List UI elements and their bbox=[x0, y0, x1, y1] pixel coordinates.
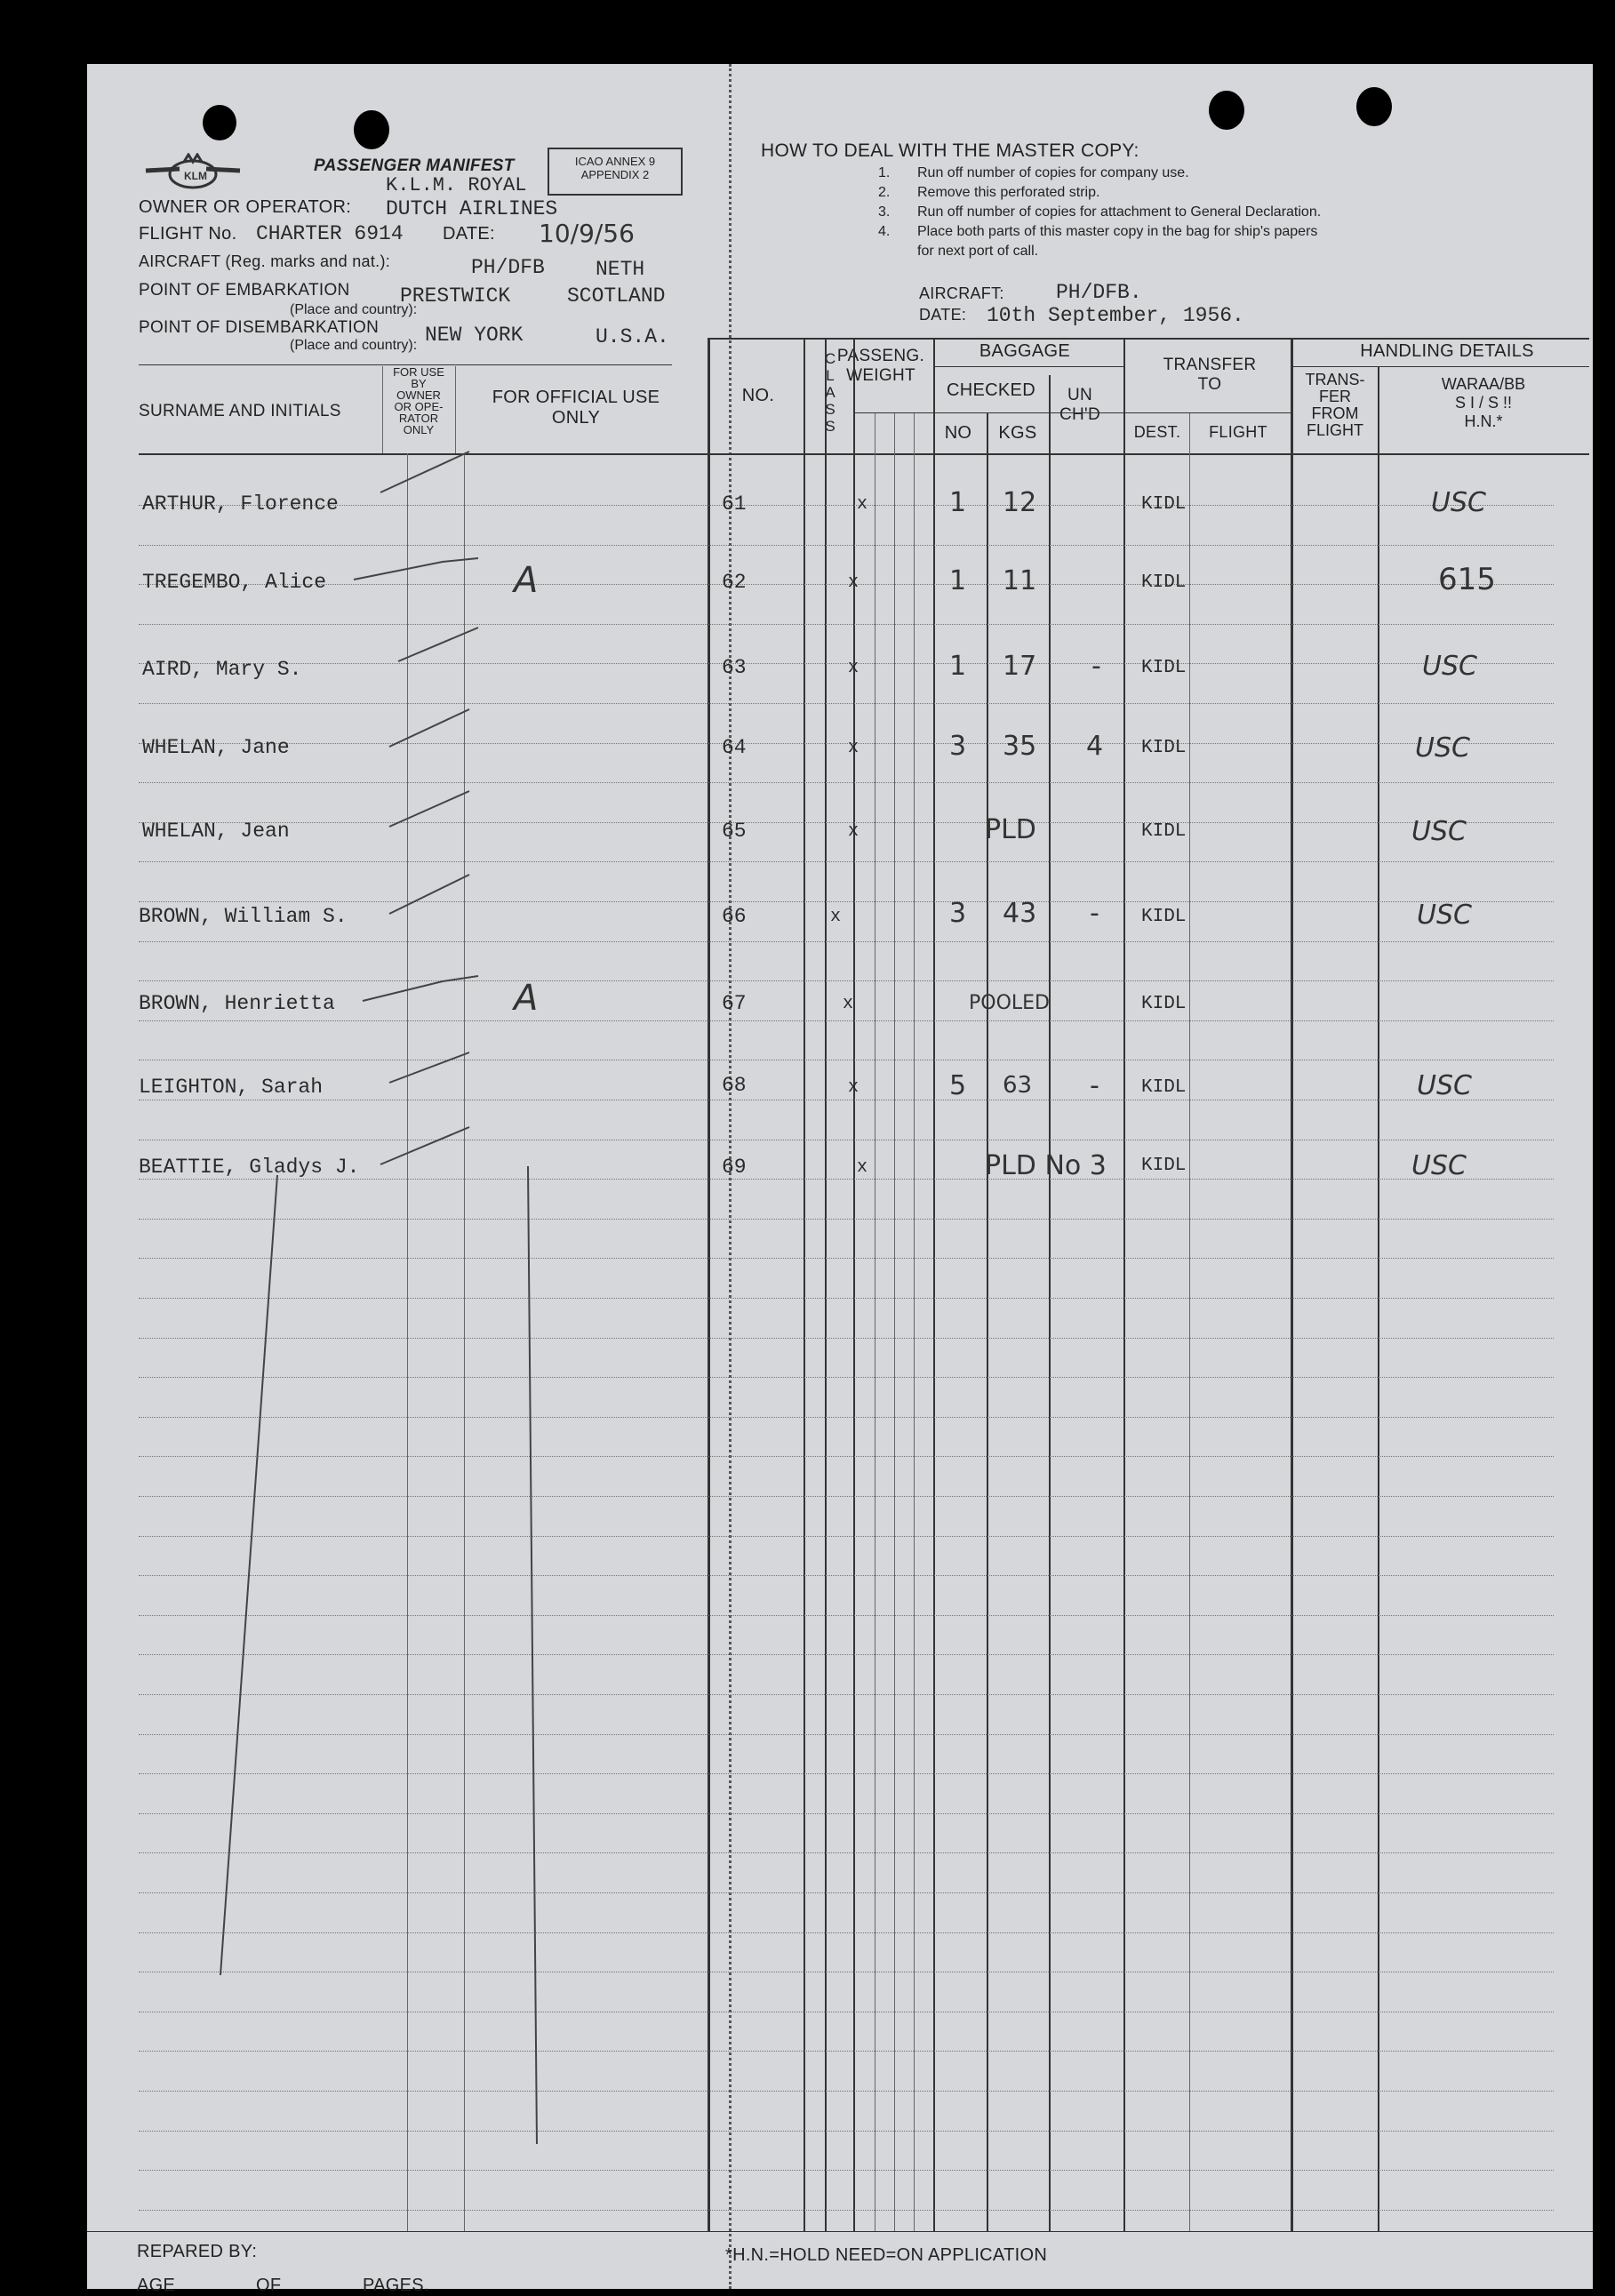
bag-kgs: 12 bbox=[1003, 487, 1037, 518]
weight-mark: x bbox=[857, 494, 868, 515]
instr-aircraft-value: PH/DFB. bbox=[1056, 281, 1142, 304]
col-passeng: PASSENG. WEIGHT bbox=[836, 347, 925, 385]
owner-label: OWNER OR OPERATOR: bbox=[139, 197, 352, 217]
col-transfer: TRANSFER TO bbox=[1163, 356, 1257, 394]
unchecked: - bbox=[1091, 651, 1101, 682]
col-kgs: KGS bbox=[998, 423, 1037, 443]
icao-appendix: APPENDIX 2 bbox=[580, 168, 650, 181]
bag-kgs: PLD No 3 bbox=[985, 1150, 1107, 1181]
page-label: AGE bbox=[137, 2276, 176, 2295]
handling-note: USC bbox=[1431, 487, 1486, 518]
dest: KIDL bbox=[1141, 1156, 1187, 1176]
passenger-name: BEATTIE, Gladys J. bbox=[139, 1156, 360, 1179]
instructions-title: HOW TO DEAL WITH THE MASTER COPY: bbox=[761, 140, 1139, 161]
instruction-item: 2. Remove this perforated strip. bbox=[878, 185, 1100, 200]
bag-count: 3 bbox=[949, 731, 967, 762]
embark-sub: (Place and country): bbox=[290, 302, 418, 317]
instruction-item: for next port of call. bbox=[917, 244, 1039, 259]
bag-count: 1 bbox=[949, 651, 967, 682]
dest: KIDL bbox=[1141, 994, 1187, 1014]
manifest-title: PASSENGER MANIFEST bbox=[314, 156, 515, 175]
hn-legend: *H.N.=HOLD NEED=ON APPLICATION bbox=[725, 2245, 1048, 2265]
flight-label: FLIGHT No. bbox=[139, 224, 237, 244]
official-mark: A bbox=[514, 978, 539, 1019]
col-bag-no: NO bbox=[944, 423, 972, 443]
col-unchd: UN CH'D bbox=[1059, 386, 1100, 424]
col-checked: CHECKED bbox=[947, 380, 1035, 400]
bag-count: 1 bbox=[949, 565, 967, 596]
passenger-name: WHELAN, Jane bbox=[142, 736, 290, 759]
col-no: NO. bbox=[741, 386, 775, 405]
unchecked: - bbox=[1090, 898, 1099, 929]
handling-note: USC bbox=[1411, 816, 1467, 847]
dest: KIDL bbox=[1141, 907, 1187, 927]
passenger-no: 63 bbox=[722, 656, 747, 679]
instr-date-label: DATE: bbox=[919, 306, 967, 324]
bag-kgs: 63 bbox=[1003, 1072, 1033, 1099]
embark-country: SCOTLAND bbox=[567, 284, 666, 308]
passenger-no: 61 bbox=[722, 492, 747, 516]
col-handling: HANDLING DETAILS bbox=[1360, 341, 1534, 361]
unchecked: 4 bbox=[1086, 731, 1104, 762]
passenger-no: 62 bbox=[722, 571, 747, 594]
dest: KIDL bbox=[1141, 494, 1187, 515]
weight-mark: x bbox=[848, 821, 859, 842]
disembark-label: POINT OF DISEMBARKATION bbox=[139, 318, 380, 337]
date-label: DATE: bbox=[443, 224, 495, 244]
date-value: 10/9/56 bbox=[539, 219, 635, 248]
instr-aircraft-label: AIRCRAFT: bbox=[919, 284, 1004, 302]
bag-count: 1 bbox=[949, 487, 967, 518]
disembark-country: U.S.A. bbox=[596, 325, 669, 348]
passenger-name: LEIGHTON, Sarah bbox=[139, 1076, 324, 1099]
dest: KIDL bbox=[1141, 738, 1187, 758]
instr-date-value: 10th September, 1956. bbox=[987, 304, 1244, 327]
official-mark: A bbox=[514, 560, 539, 601]
pages-label: PAGES. bbox=[363, 2276, 429, 2295]
handling-note: 615 bbox=[1438, 562, 1496, 597]
col-official: FOR OFFICIAL USE ONLY bbox=[492, 388, 660, 428]
owner-value-1: K.L.M. ROYAL bbox=[386, 174, 527, 196]
passenger-name: AIRD, Mary S. bbox=[142, 658, 302, 681]
manifest-sheet bbox=[87, 64, 1593, 2295]
passenger-name: ARTHUR, Florence bbox=[142, 492, 339, 516]
weight-mark: x bbox=[848, 658, 859, 678]
bag-kgs: 17 bbox=[1003, 651, 1037, 682]
unchecked: - bbox=[1090, 1070, 1099, 1101]
passenger-no: 68 bbox=[722, 1074, 747, 1097]
passenger-name: TREGEMBO, Alice bbox=[142, 571, 327, 594]
passenger-no: 67 bbox=[722, 992, 747, 1015]
bag-kgs: 43 bbox=[1003, 898, 1037, 929]
weight-mark: x bbox=[857, 1157, 868, 1178]
embark-place: PRESTWICK bbox=[400, 284, 511, 308]
handling-note: USC bbox=[1417, 900, 1472, 931]
col-class: CLASS bbox=[824, 350, 836, 435]
col-surname: SURNAME AND INITIALS bbox=[139, 402, 341, 420]
bag-kgs: 35 bbox=[1003, 731, 1037, 762]
dest: KIDL bbox=[1141, 821, 1187, 842]
weight-mark: x bbox=[830, 907, 842, 927]
of-label: OF bbox=[256, 2276, 282, 2295]
weight-mark: x bbox=[848, 738, 859, 758]
bag-kgs: POOLED bbox=[969, 992, 1050, 1014]
col-flight: FLIGHT bbox=[1209, 423, 1267, 441]
embark-label: POINT OF EMBARKATION bbox=[139, 281, 350, 300]
col-dest: DEST. bbox=[1133, 423, 1181, 441]
col-transfer-from: TRANS- FER FROM FLIGHT bbox=[1305, 371, 1365, 439]
dest: KIDL bbox=[1141, 572, 1187, 593]
bag-kgs: 11 bbox=[1003, 565, 1037, 596]
handling-note: USC bbox=[1415, 732, 1470, 764]
aircraft-label: AIRCRAFT (Reg. marks and nat.): bbox=[139, 252, 391, 270]
prepared-by: REPARED BY: bbox=[137, 2242, 258, 2261]
instruction-item: 4. Place both parts of this master copy in the bag for ship's papers bbox=[878, 224, 1318, 239]
col-baggage: BAGGAGE bbox=[979, 341, 1071, 361]
passenger-no: 66 bbox=[722, 905, 747, 928]
disembark-sub: (Place and country): bbox=[290, 338, 418, 353]
col-for-use: FOR USE BY OWNER OR OPE- RATOR ONLY bbox=[393, 365, 444, 436]
handling-note: USC bbox=[1417, 1070, 1472, 1101]
handwritten-ticks bbox=[87, 64, 1593, 2289]
svg-text:KLM: KLM bbox=[184, 170, 207, 182]
passenger-name: WHELAN, Jean bbox=[142, 820, 290, 843]
owner-value-2: DUTCH AIRLINES bbox=[386, 197, 558, 220]
disembark-place: NEW YORK bbox=[425, 324, 524, 347]
handling-note: USC bbox=[1411, 1150, 1467, 1181]
dest: KIDL bbox=[1141, 1077, 1187, 1098]
aircraft-nationality: NETH bbox=[596, 258, 645, 281]
weight-mark: x bbox=[848, 1077, 859, 1098]
flight-value: CHARTER 6914 bbox=[256, 222, 404, 245]
weight-mark: x bbox=[848, 572, 859, 593]
dest: KIDL bbox=[1141, 658, 1187, 678]
icao-annex: ICAO ANNEX 9 bbox=[574, 155, 656, 168]
weight-mark: x bbox=[843, 994, 854, 1014]
handling-note: USC bbox=[1422, 651, 1477, 682]
passenger-name: BROWN, Henrietta bbox=[139, 992, 335, 1015]
bag-count: 5 bbox=[949, 1070, 967, 1101]
aircraft-value: PH/DFB bbox=[471, 256, 545, 279]
passenger-no: 64 bbox=[722, 736, 747, 759]
col-waraa: WARAA/BB S I / S !! H.N.* bbox=[1441, 375, 1526, 430]
passenger-name: BROWN, William S. bbox=[139, 905, 348, 928]
bag-count: 3 bbox=[949, 898, 967, 929]
bag-kgs: PLD bbox=[985, 814, 1036, 845]
passenger-no: 65 bbox=[722, 820, 747, 843]
instruction-item: 3. Run off number of copies for attachment to General Declaration. bbox=[878, 204, 1322, 220]
passenger-no: 69 bbox=[722, 1156, 747, 1179]
footer-rule bbox=[87, 2231, 1593, 2232]
instruction-item: 1. Run off number of copies for company use. bbox=[878, 165, 1189, 180]
